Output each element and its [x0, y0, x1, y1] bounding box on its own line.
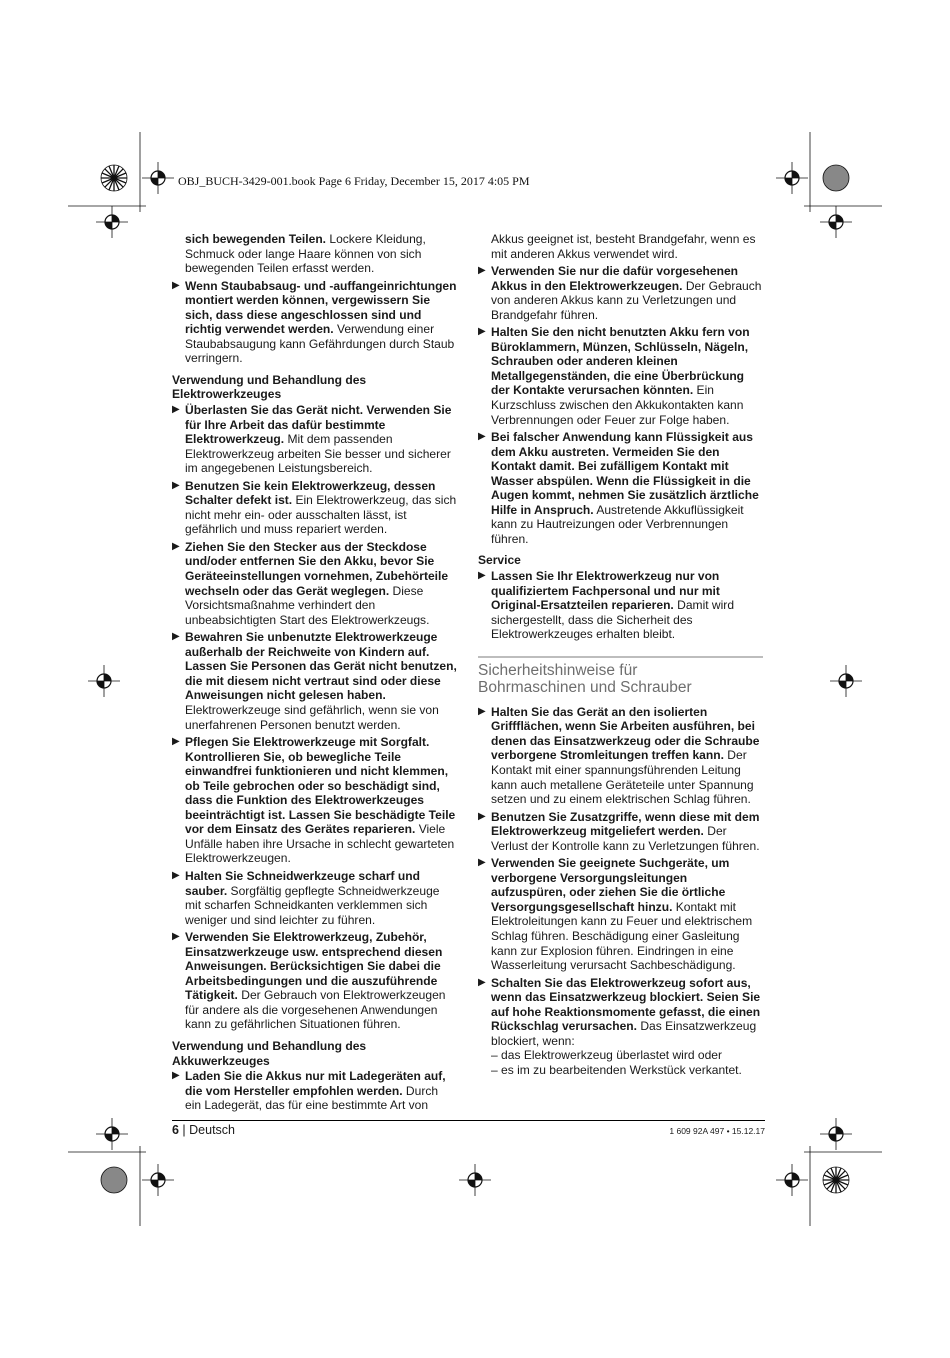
arrow-bullet-icon: ▶ — [172, 631, 180, 643]
arrow-bullet-icon: ▶ — [478, 857, 486, 869]
arrow-bullet-icon: ▶ — [478, 705, 486, 717]
registration-mark-icon — [820, 1118, 852, 1150]
arrow-bullet-icon: ▶ — [172, 479, 180, 491]
service-heading: Service — [478, 553, 521, 568]
arrow-bullet-icon: ▶ — [172, 931, 180, 943]
section-divider — [478, 656, 763, 658]
arrow-bullet-icon: ▶ — [478, 326, 486, 338]
document-code: 1 609 92A 497 • 15.12.17 — [669, 1126, 765, 1136]
file-info-header: OBJ_BUCH-3429-001.book Page 6 Friday, December 15, 2017 4:05 PM — [178, 174, 530, 188]
arrow-bullet-icon: ▶ — [172, 404, 180, 416]
right-column — [478, 232, 763, 1077]
arrow-bullet-icon: ▶ — [478, 431, 486, 443]
list-item: ▶ Halten Sie den nicht benutzten Akku fern von Büroklammern, Münzen, Schlüsseln, Nägeln, Schrauben oder anderen kleinen Metallgegenständen, die eine Überbrückung der Kontakte verursachen könnten. Ein Kurzschluss zwischen den Akkukontakten kann Verbrennungen oder Feuer zur Folge haben. — [478, 325, 750, 427]
arrow-bullet-icon: ▶ — [478, 810, 486, 822]
page-number-label: 6 | Deutsch — [172, 1123, 236, 1137]
list-item: ▶ Laden Sie die Akkus nur mit Ladegeräten auf, die vom Hersteller empfohlen werden. Durch ein Ladegerät, das für eine bestimmte Art von — [172, 1069, 446, 1113]
list-item: ▶ Wenn Staubabsaug- und -auffangeinrichtungen montiert werden können, vergewissern Sie sich, dass diese angeschlossen sind und richtig verwendet werden. Verwendung einer Staubabsaugung kann Gefährdungen durch Staub verringern. — [172, 278, 457, 366]
dash-item: – es im zu bearbeitenden Werkstück verkantet. — [491, 1062, 742, 1077]
list-item: ▶ Benutzen Sie kein Elektrowerkzeug, dessen Schalter defekt ist. Ein Elektrowerkzeug, das sich nicht mehr ein- oder ausschalten lässt, ist gefährlich und muss repariert werden. — [172, 478, 457, 537]
registration-mark-icon — [96, 206, 128, 238]
list-item: ▶ Überlasten Sie das Gerät nicht. Verwenden Sie für Ihre Arbeit das dafür bestimmte Elektrowerkzeug. Mit dem passenden Elektrowerkzeug arbeiten Sie besser und sicherer im angegebenen Leistungsbereich. — [172, 403, 452, 476]
section-title: Sicherheitshinweise für Bohrmaschinen und Schrauber — [478, 661, 692, 696]
list-item: ▶ Ziehen Sie den Stecker aus der Steckdose und/oder entfernen Sie den Akku, bevor Sie Geräteeinstellungen vornehmen, Zubehörteile wechseln oder das Gerät weglegen. Diese Vorsichtsmaßnahme verhindert den unbeabsichtigten Start des Elektrowerkzeugs. — [172, 539, 449, 627]
star-target-icon — [823, 1167, 849, 1193]
list-item: ▶ Verwenden Sie geeignete Suchgeräte, um verborgene Versorgungsleitungen aufzuspüren, oder ziehen Sie die örtliche Versorgungsgesellschaft hinzu. Kontakt mit Elektroleitungen kann zu Feuer und elektrischem Schlag führen. Beschädigung einer Gasleitung kann zur Explosion führen. Eindringen in eine Wasserleitung verursacht Sachbeschädigung. — [478, 856, 753, 973]
arrow-bullet-icon: ▶ — [172, 869, 180, 881]
registration-mark-icon — [776, 1164, 808, 1196]
arrow-bullet-icon: ▶ — [478, 265, 486, 277]
paragraph: sich bewegenden Teilen. Lockere Kleidung, Schmuck oder lange Haare können von sich bewegenden Teilen erfasst werden. — [185, 232, 426, 276]
left-column — [172, 232, 457, 1116]
list-item: ▶ Lassen Sie Ihr Elektrowerkzeug nur von qualifiziertem Fachpersonal und nur mit Original-Ersatzteilen reparieren. Damit wird sichergestellt, dass die Sicherheit des Elektrowerkzeuges erhalten bleibt. — [478, 569, 735, 642]
list-item: ▶ Bei falscher Anwendung kann Flüssigkeit aus dem Akku austreten. Vermeiden Sie den Kontakt damit. Bei zufälligem Kontakt mit Wasser abspülen. Wenn die Flüssigkeit in die Augen kommt, nehmen Sie zusätzlich ärztliche Hilfe in Anspruch. Austretende Akkuflüssigkeit kann zu Hautreizungen oder Verbrennungen führen. — [478, 430, 759, 546]
registration-mark-icon — [88, 665, 120, 697]
list-item: ▶ Verwenden Sie nur die dafür vorgesehenen Akkus in den Elektrowerkzeugen. Der Gebrauch von anderen Akkus kann zu Verletzungen und Brandgefahr führen. — [478, 264, 762, 322]
arrow-bullet-icon: ▶ — [172, 279, 180, 291]
list-item: ▶ Verwenden Sie Elektrowerkzeug, Zubehör, Einsatzwerkzeuge usw. entsprechend diesen Anweisungen. Berücksichtigen Sie dabei die Arbeitsbedingungen und die auszuführende Tätigkeit. Der Gebrauch von Elektrowerkzeugen für andere als die vorgesehenen Anwendungen kann zu gefährlichen Situationen führen. — [172, 930, 446, 1032]
arrow-bullet-icon: ▶ — [478, 570, 486, 582]
list-item: ▶ Benutzen Sie Zusatzgriffe, wenn diese mit dem Elektrowerkzeug mitgeliefert werden. Der Verlust der Kontrolle kann zu Verletzungen führen. — [478, 809, 760, 853]
arrow-bullet-icon: ▶ — [172, 736, 180, 748]
list-item: ▶ Schalten Sie das Elektrowerkzeug sofort aus, wenn das Einsatzwerkzeug blockiert. Seien Sie auf hohe Reaktionsmomente gefasst, die einen Rückschlag verursachen. Das Einsatzwerkzeug blockiert, wenn: — [478, 975, 761, 1048]
gray-target-icon — [101, 1167, 127, 1193]
list-item: ▶ Halten Sie das Gerät an den isolierten Griffflächen, wenn Sie Arbeiten ausführen, bei denen das Einsatzwerkzeug oder die Schraube verborgene Stromleitungen treffen kann. Der Kontakt mit einer spannungsführenden Leitung kann auch metallene Geräteteile unter Spannung setzen und zu einem elektrischen Schlag führen. — [478, 704, 760, 807]
registration-mark-icon — [96, 1118, 128, 1150]
subheading: Verwendung und Behandlung des Akkuwerkzeuges — [172, 1038, 367, 1068]
registration-mark-icon — [776, 162, 808, 194]
arrow-bullet-icon: ▶ — [478, 976, 486, 988]
registration-mark-icon — [142, 1164, 174, 1196]
registration-mark-icon — [142, 162, 174, 194]
dash-item: – das Elektrowerkzeug überlastet wird oder — [491, 1048, 723, 1063]
subheading: Verwendung und Behandlung des Elektrowerkzeuges — [172, 372, 367, 402]
list-item: ▶ Pflegen Sie Elektrowerkzeuge mit Sorgfalt. Kontrollieren Sie, ob bewegliche Teile einwandfrei funktionieren und nicht klemmen, ob Teile gebrochen oder so beschädigt sind, dass die Funktion des Elektrowerkzeuges beeinträchtigt ist. Lassen Sie beschädigte Teile vor dem Einsatz des Gerätes reparieren. Viele Unfälle haben ihre Ursache in schlecht gewarteten Elektrowerkzeugen. — [172, 735, 456, 866]
registration-mark-icon — [820, 206, 852, 238]
gray-target-icon — [823, 165, 849, 191]
arrow-bullet-icon: ▶ — [172, 1070, 180, 1082]
registration-mark-icon — [830, 665, 862, 697]
arrow-bullet-icon: ▶ — [172, 540, 180, 552]
list-item: ▶ Halten Sie Schneidwerkzeuge scharf und sauber. Sorgfältig gepflegte Schneidwerkzeuge mit scharfen Schneidkanten verklemmen sich weniger und sind leichter zu führen. — [172, 868, 440, 927]
page-footer — [172, 1120, 765, 1143]
list-item: ▶ Bewahren Sie unbenutzte Elektrowerkzeuge außerhalb der Reichweite von Kindern auf. Lassen Sie Personen das Gerät nicht benutzen, die mit diesem nicht vertraut sind oder diese Anweisungen nicht gelesen haben. Elektrowerkzeuge sind gefährlich, wenn sie von unerfahrenen Personen benutzt werden. — [172, 630, 457, 732]
paragraph: Akkus geeignet ist, besteht Brandgefahr, wenn es mit anderen Akkus verwendet wird. — [491, 232, 756, 261]
registration-mark-icon — [459, 1164, 491, 1196]
star-target-icon — [101, 165, 127, 191]
